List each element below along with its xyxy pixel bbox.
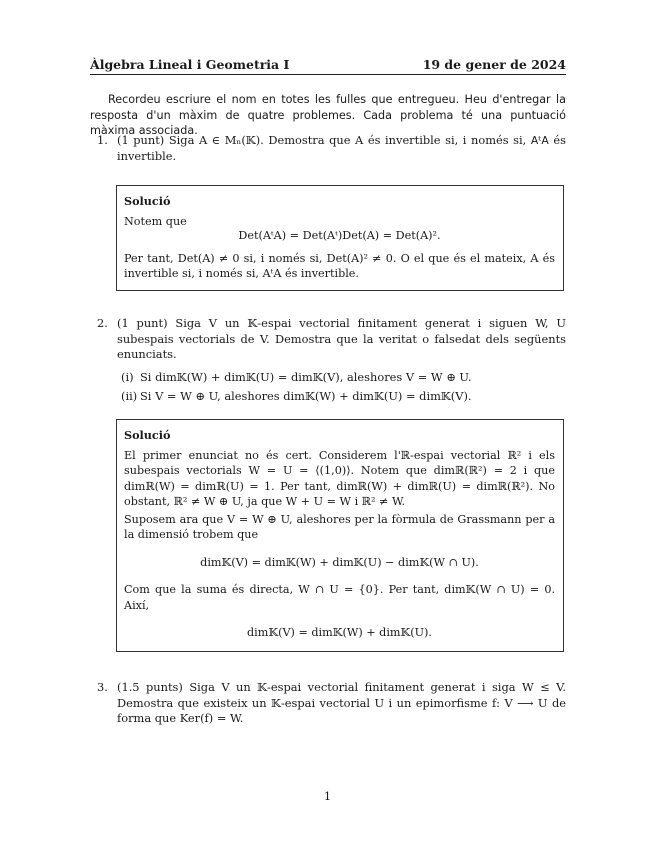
solution-title: Solució: [124, 428, 171, 442]
problem-statement: [117, 133, 566, 164]
problem-1: [90, 133, 566, 164]
statement-part-c: és invertible.: [117, 133, 566, 163]
statement-part-a: Siga A ∈ Mₙ(𝕂). Demostra que A és invertible si, i només si,: [168, 133, 531, 147]
solution-box-1: [116, 185, 564, 291]
solution-paragraph-1: El primer enunciat no és cert. Considerem l'ℝ-espai vectorial ℝ² i els subespais vectorials W = U = ⟨(1,0)⟩. Notem que dimℝ(ℝ²) = 2 i que dimℝ(W) = dimℝ(U) = 1. Per tant, dimℝ(W) + dimℝ(U) = dimℝ(ℝ²). No obstant, ℝ² ≠ W ⊕ U, ja que W + U = W i ℝ² ≠ W.: [124, 448, 555, 508]
header-rule: [90, 74, 566, 75]
solution-paragraph-3: Com que la suma és directa, W ∩ U = {0}. Per tant, dim𝕂(W ∩ U) = 0. Així,: [124, 583, 555, 612]
list-item: [117, 370, 566, 386]
problem-3: [90, 680, 566, 727]
solution-lead: Notem que: [124, 214, 187, 228]
statement-part-b: AᵗA: [530, 134, 549, 147]
problem-points: (1.5 punts): [117, 680, 183, 694]
problem-number: 3.: [97, 680, 108, 694]
statement-items: [117, 370, 566, 405]
exam-date: 19 de gener de 2024: [422, 57, 566, 72]
solution-title: Solució: [124, 194, 171, 208]
solution-equation: Det(AᵗA) = Det(Aᵗ)Det(A) = Det(A)².: [238, 229, 441, 242]
list-item: [117, 389, 566, 405]
problem-statement: [117, 316, 566, 363]
final-equation: dim𝕂(V) = dim𝕂(W) + dim𝕂(U).: [247, 626, 432, 639]
grassmann-equation: dim𝕂(V) = dim𝕂(W) + dim𝕂(U) − dim𝕂(W ∩ U).: [200, 555, 479, 569]
page-header: [90, 57, 566, 72]
item-label: (i): [121, 369, 134, 384]
page-number: 1: [323, 789, 332, 803]
item-text: Si V = W ⊕ U, aleshores dim𝕂(W) + dim𝕂(U) = dim𝕂(V).: [140, 389, 472, 403]
item-label: (ii): [121, 389, 138, 403]
problem-2: [90, 316, 566, 409]
item-text: Si dim𝕂(W) + dim𝕂(U) = dim𝕂(V), aleshores V = W ⊕ U.: [140, 369, 472, 384]
solution-conclusion: Per tant, Det(A) ≠ 0 si, i només si, Det(A)² ≠ 0. O el que és el mateix, A és invertible si, i només si, AᵗA és invertible.: [124, 251, 555, 280]
solution-box-2: [116, 419, 564, 652]
statement-text: Siga V un 𝕂-espai vectorial finitament generat i siguen W, U subespais vectorials de V. Demostra que la veritat o falsedat dels següents enunciats.: [117, 316, 566, 361]
solution-paragraph-2: Suposem ara que V = W ⊕ U, aleshores per la fòrmula de Grassmann per a la dimensió trobem que: [124, 512, 555, 541]
instructions: Recordeu escriure el nom en totes les fulles que entregueu. Heu d'entregar la resposta d'un màxim de quatre problemes. Cada problema té una puntuació màxima associada.: [90, 93, 566, 137]
problem-statement: [117, 680, 566, 727]
statement-text: Siga V un 𝕂-espai vectorial finitament generat i siga W ≤ V. Demostra que existeix un 𝕂-espai vectorial U i un epimorfisme f: V ⟶ U de forma que Ker(f) = W.: [117, 680, 567, 725]
problem-number: 1.: [97, 133, 108, 147]
course-title: Àlgebra Lineal i Geometria I: [90, 57, 290, 72]
problem-points: (1 punt): [117, 133, 165, 147]
problem-number: 2.: [97, 316, 108, 330]
problem-points: (1 punt): [117, 316, 168, 330]
